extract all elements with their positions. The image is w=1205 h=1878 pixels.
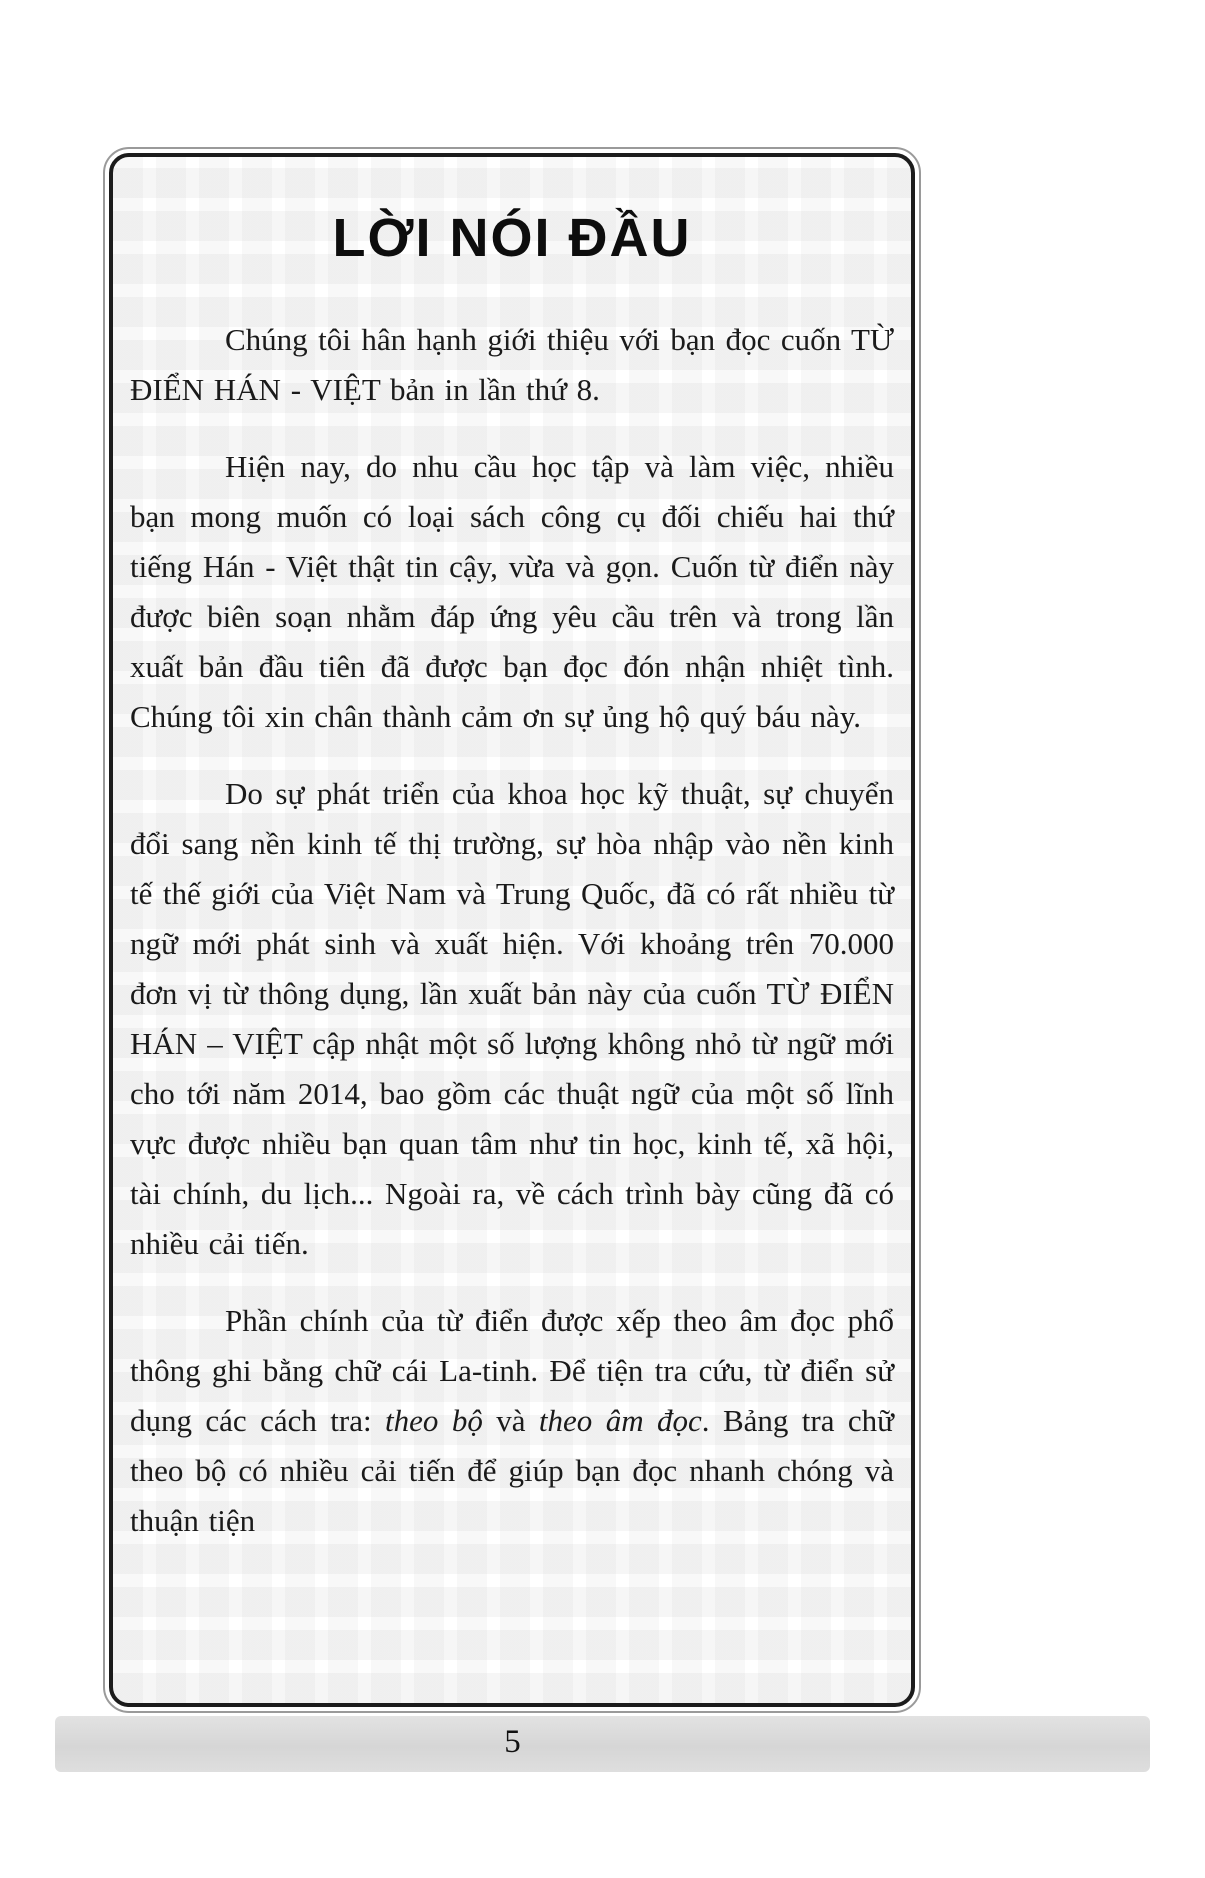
- page-number-bar: [55, 1716, 1150, 1772]
- paragraph-demand: Hiện nay, do nhu cầu học tập và làm việc, nhiều bạn mong muốn có loại sách công cụ đối chiếu hai thứ tiếng Hán - Việt thật tin cậy, vừa và gọn. Cuốn từ điển này được biên soạn nhằm đáp ứng yêu cầu trên và trong lần xuất bản đầu tiên đã được bạn đọc đón nhận nhiệt tình. Chúng tôi xin chân thành cảm ơn sự ủng hộ quý báu này.: [130, 449, 894, 734]
- paragraph-structure-run-4-italic: theo âm đọc: [538, 1403, 702, 1438]
- foreword-title: LỜI NÓI ĐẦU: [332, 208, 692, 268]
- page-content-area: [109, 153, 915, 1707]
- paragraph-structure: [130, 1296, 894, 1546]
- paragraph-structure-run-5: . Bảng tra chữ theo bộ có nhiều cải tiến để giúp bạn đọc nhanh chóng và thuận tiện: [130, 1403, 894, 1538]
- paragraph-structure-run-3: và: [482, 1403, 539, 1438]
- paragraph-intro: Chúng tôi hân hạnh giới thiệu với bạn đọc cuốn TỪ ĐIỂN HÁN - VIỆT bản in lần thứ 8.: [130, 322, 894, 407]
- page-border: [103, 147, 921, 1713]
- paragraph-structure-run-1: Phần chính của từ điển được xếp theo âm đọc phổ thông ghi bằng chữ cái La-tinh. Để tiện tra cứu, từ điển sử dụng các cách tra:: [130, 1303, 894, 1438]
- paragraph-structure-run-2-italic: theo bộ: [385, 1403, 483, 1438]
- paragraph-new-words: Do sự phát triển của khoa học kỹ thuật, sự chuyển đổi sang nền kinh tế thị trường, sự hòa nhập vào nền kinh tế thế giới của Việt Nam và Trung Quốc, đã có rất nhiều từ ngữ mới phát sinh và xuất hiện. Với khoảng trên 70.000 đơn vị từ thông dụng, lần xuất bản này của cuốn TỪ ĐIỂN HÁN – VIỆT cập nhật một số lượng không nhỏ từ ngữ mới cho tới năm 2014, bao gồm các thuật ngữ của một số lĩnh vực được nhiều bạn quan tâm như tin học, kinh tế, xã hội, tài chính, du lịch... Ngoài ra, về cách trình bày cũng đã có nhiều cải tiến.: [130, 776, 894, 1261]
- page-number: 5: [504, 1724, 521, 1760]
